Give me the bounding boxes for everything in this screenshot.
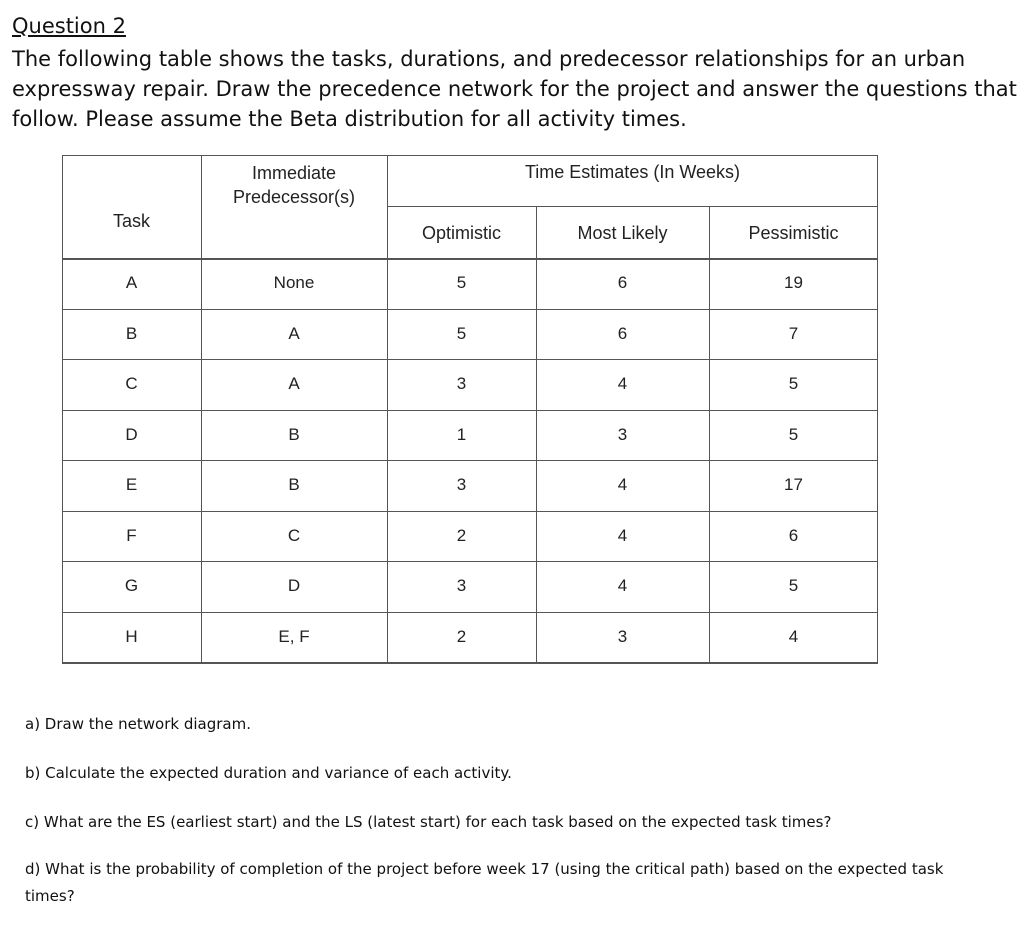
table-border: [201, 155, 202, 662]
cell-optimistic: 2: [456, 626, 467, 646]
table-row: [62, 612, 878, 663]
table-border: [62, 662, 878, 664]
cell-pessimistic: 5: [788, 374, 799, 394]
cell-optimistic: 3: [456, 374, 467, 394]
table-row: [62, 410, 878, 461]
cell-task: B: [125, 323, 138, 343]
cell-most-likely: 6: [617, 323, 628, 343]
table-row: [62, 460, 878, 511]
intro-line: follow. Please assume the Beta distribution for all activity times.: [12, 107, 687, 131]
cell-predecessors: B: [288, 475, 300, 495]
cell-task: D: [125, 424, 138, 444]
cell-pessimistic: 5: [788, 424, 799, 444]
cell-task: F: [126, 525, 137, 545]
most-likely-column-header: Most Likely: [577, 222, 668, 243]
cell-optimistic: 2: [456, 525, 467, 545]
table-border: [877, 155, 878, 662]
cell-most-likely: 3: [617, 626, 628, 646]
task-column-header: Task: [112, 210, 150, 231]
cell-predecessors: C: [287, 525, 301, 545]
cell-optimistic: 5: [456, 273, 467, 293]
cell-most-likely: 6: [617, 273, 628, 293]
cell-most-likely: 4: [617, 374, 628, 394]
table-border: [62, 359, 878, 360]
cell-most-likely: 3: [617, 424, 628, 444]
cell-pessimistic: 6: [788, 525, 799, 545]
optimistic-column-header: Optimistic: [421, 222, 501, 243]
predecessor-column-header: Immediate Predecessor(s): [232, 163, 356, 207]
cell-task: H: [125, 626, 138, 646]
time-estimates-header: Time Estimates (In Weeks): [524, 162, 741, 182]
table-border: [536, 206, 537, 662]
cell-most-likely: 4: [617, 525, 628, 545]
cell-pessimistic: 5: [788, 576, 799, 596]
cell-optimistic: 3: [456, 576, 467, 596]
table-border: [62, 612, 878, 613]
table-row: [62, 359, 878, 410]
table-border: [62, 561, 878, 562]
cell-optimistic: 3: [456, 475, 467, 495]
cell-predecessors: D: [287, 576, 301, 596]
cell-most-likely: 4: [617, 475, 628, 495]
table-row: [62, 258, 878, 309]
table-border: [387, 206, 878, 207]
cell-task: A: [125, 273, 138, 293]
question-a: a) Draw the network diagram.: [25, 715, 251, 733]
cell-predecessors: A: [288, 374, 300, 394]
cell-task: G: [124, 576, 139, 596]
pessimistic-column-header: Pessimistic: [748, 222, 839, 243]
question-d: d) What is the probability of completion of the project before week 17 (using the critical path) based on the expected task times?: [25, 860, 944, 905]
cell-pessimistic: 4: [788, 626, 799, 646]
table-border: [62, 309, 878, 310]
table-border: [62, 258, 878, 260]
table-row: [62, 309, 878, 360]
question-intro: [12, 44, 1017, 134]
intro-line: expressway repair. Draw the precedence network for the project and answer the questions that: [12, 77, 1017, 101]
table-border: [62, 410, 878, 411]
question-c: c) What are the ES (earliest start) and the LS (latest start) for each task based on the expected task times?: [25, 813, 832, 831]
question-heading: Question 2: [12, 14, 126, 38]
cell-predecessors: None: [273, 273, 315, 293]
question-b: b) Calculate the expected duration and variance of each activity.: [25, 764, 512, 782]
cell-predecessors: A: [288, 323, 300, 343]
cell-task: C: [125, 374, 138, 394]
table-border: [62, 460, 878, 461]
cell-most-likely: 4: [617, 576, 628, 596]
table-border: [387, 155, 388, 662]
table-border: [62, 511, 878, 512]
intro-line: The following table shows the tasks, durations, and predecessor relationships for an urban: [12, 47, 966, 71]
cell-task: E: [125, 475, 138, 495]
table-border: [709, 206, 710, 662]
cell-optimistic: 1: [456, 424, 467, 444]
table-border: [62, 155, 878, 156]
table-row: [62, 561, 878, 612]
table-row: [62, 511, 878, 562]
task-duration-table: [62, 155, 878, 662]
cell-predecessors: E, F: [278, 626, 310, 646]
cell-pessimistic: 17: [784, 475, 803, 495]
table-border: [62, 155, 63, 662]
cell-pessimistic: 19: [784, 273, 803, 293]
cell-pessimistic: 7: [788, 323, 799, 343]
cell-optimistic: 5: [456, 323, 467, 343]
cell-predecessors: B: [288, 424, 300, 444]
